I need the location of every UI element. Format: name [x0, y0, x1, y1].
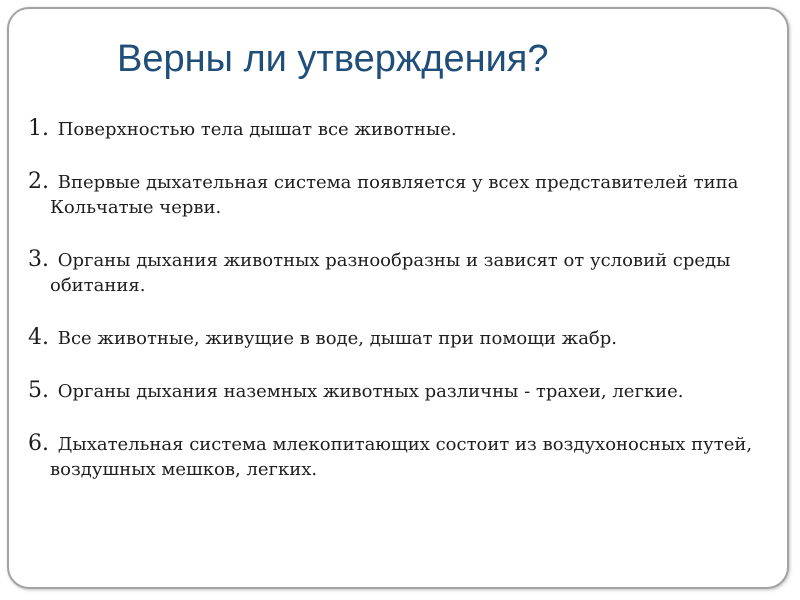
statement-text: Органы дыхания животных разнообразны и зависят от условий среды обитания. [50, 250, 731, 296]
statement-4 [28, 325, 768, 351]
statement-number: 4. [28, 325, 49, 350]
statement-number: 1. [28, 116, 49, 141]
statement-text: Поверхностью тела дышат все животные. [57, 119, 457, 140]
statement-5 [28, 378, 768, 404]
statement-text: Органы дыхания наземных животных различны - трахеи, легкие. [57, 381, 684, 402]
slide-title: Верны ли утверждения? [117, 38, 549, 80]
statement-text: Все животные, живущие в воде, дышат при помощи жабр. [57, 328, 617, 349]
statement-1 [28, 116, 768, 142]
statement-number: 3. [28, 247, 49, 272]
statement-number: 2. [28, 169, 49, 194]
statement-text: Впервые дыхательная система появляется у всех представителей типа Кольчатые черви. [50, 172, 739, 218]
statement-3 [28, 247, 768, 298]
statement-2 [28, 169, 768, 220]
statement-list [28, 116, 768, 509]
statement-number: 6. [28, 431, 49, 456]
statement-6 [28, 431, 768, 482]
statement-number: 5. [28, 378, 49, 403]
statement-text: Дыхательная система млекопитающих состоит из воздухоносных путей, воздушных мешков, легких. [50, 434, 753, 480]
